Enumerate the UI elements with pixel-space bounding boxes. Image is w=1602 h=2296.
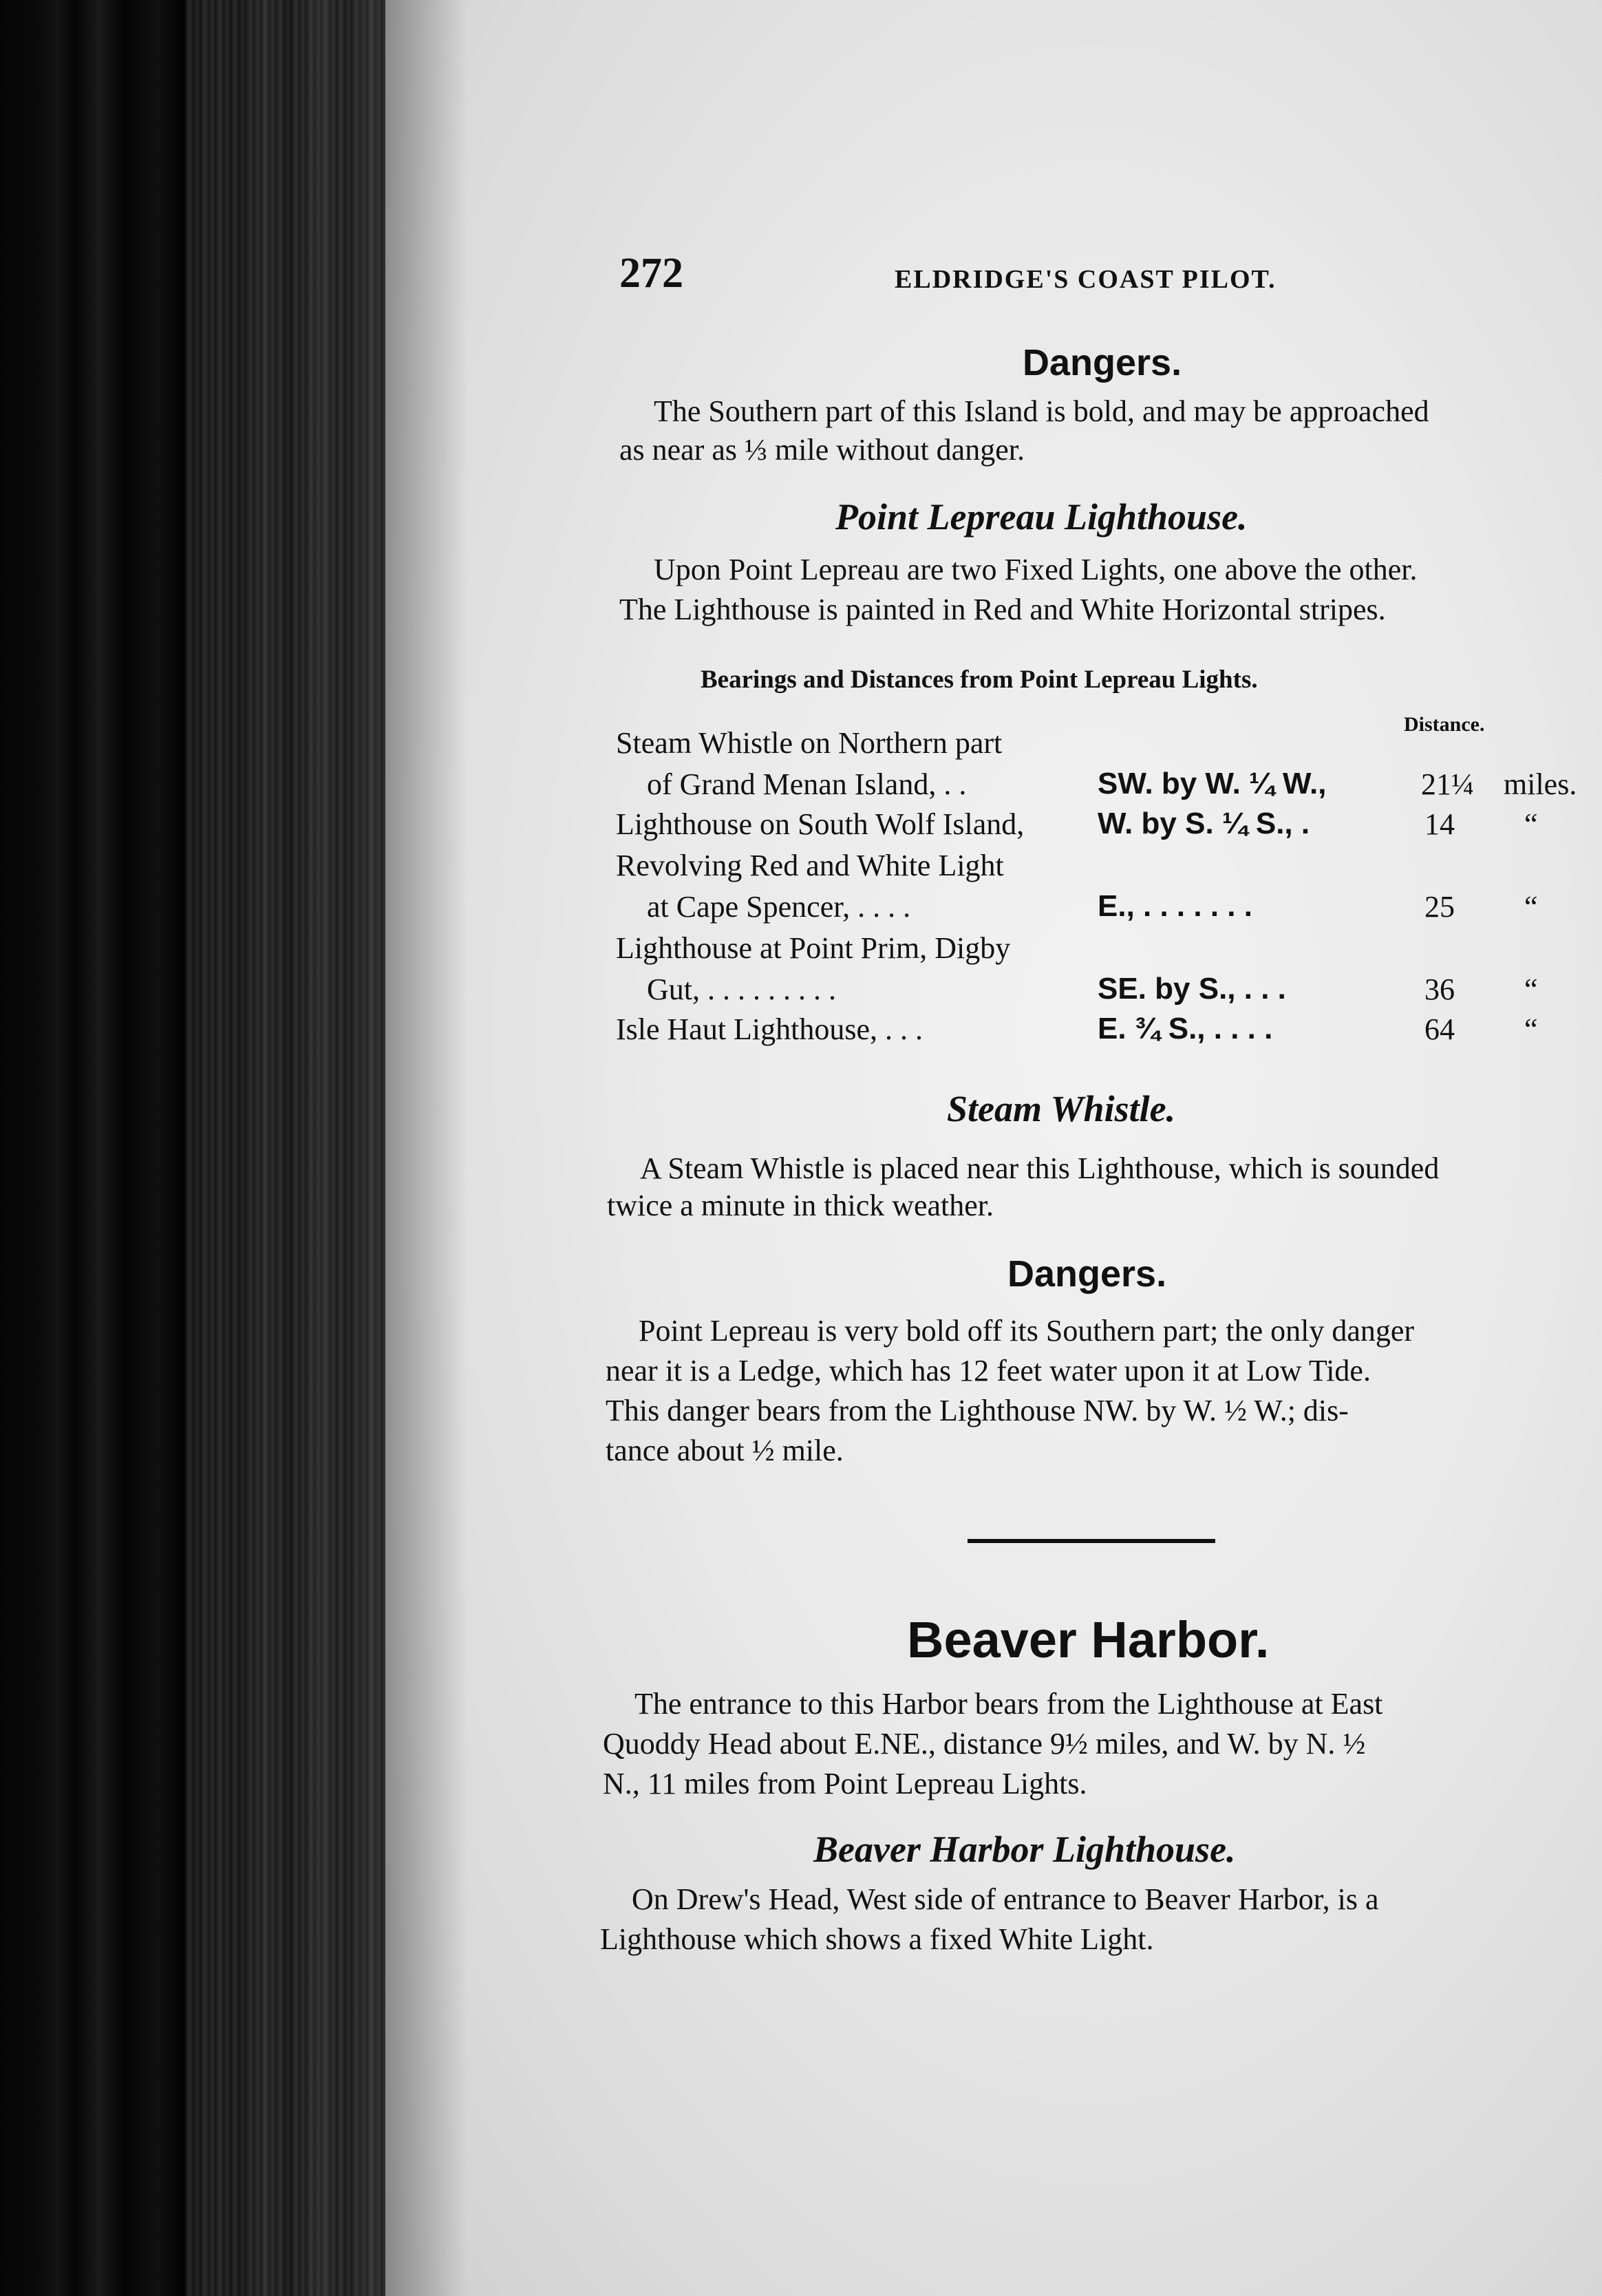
paragraph-line: Point Lepreau is very bold off its Southern part; the only danger [639,1314,1415,1348]
paragraph-line: Lighthouse which shows a fixed White Light. [600,1922,1154,1956]
bearing-cell: SE. by S., . . . [1098,972,1286,1006]
place-cell: of Grand Menan Island, . . [647,767,967,801]
paragraph-line: twice a minute in thick weather. [607,1189,994,1222]
place-cell: Revolving Red and White Light [616,849,1004,882]
paragraph-line: N., 11 miles from Point Lepreau Lights. [603,1767,1087,1800]
point-lepreau-lighthouse-heading: Point Lepreau Lighthouse. [835,496,1248,538]
place-cell: Isle Haut Lighthouse, . . . [616,1012,923,1046]
paragraph-line: The Lighthouse is painted in Red and White Horizontal stripes. [619,593,1386,626]
beaver-harbor-heading: Beaver Harbor. [907,1611,1270,1668]
table-row [616,725,1579,764]
table-row [616,931,1579,969]
beaver-harbor-lighthouse-heading: Beaver Harbor Lighthouse. [813,1829,1236,1870]
distance-cell: 36 [1424,972,1455,1006]
table-row [616,807,1579,845]
steam-whistle-heading: Steam Whistle. [947,1088,1176,1129]
place-cell: Steam Whistle on Northern part [616,726,1003,760]
unit-cell: “ [1524,1012,1538,1046]
unit-cell: “ [1524,972,1538,1006]
table-row [616,889,1579,928]
gutter-shadow [385,0,468,2296]
table-row [616,1012,1579,1050]
place-cell: Lighthouse on South Wolf Island, [616,807,1025,841]
paragraph-line: On Drew's Head, West side of entrance to Beaver Harbor, is a [632,1882,1379,1916]
paragraph-line: The Southern part of this Island is bold, and may be approached [654,394,1429,428]
table-row [616,767,1579,805]
paragraph-line: The entrance to this Harbor bears from the Lighthouse at East [634,1687,1383,1721]
paragraph-line: near it is a Ledge, which has 12 feet water upon it at Low Tide. [606,1354,1371,1388]
page-number: 272 [619,250,683,297]
distance-cell: 21¼ [1421,767,1474,801]
paragraph-line: as near as ⅓ mile without danger. [619,433,1025,467]
distance-cell: 25 [1424,890,1455,924]
bearing-cell: E. ¾ S., . . . . [1098,1012,1273,1045]
place-cell: at Cape Spencer, . . . . [647,890,911,924]
table-row [616,848,1579,886]
dangers-heading-1: Dangers. [1023,342,1182,383]
table-row [616,972,1579,1010]
distance-cell: 14 [1424,807,1455,841]
bearing-cell: W. by S. ¼ S., . [1098,807,1310,840]
place-cell: Lighthouse at Point Prim, Digby [616,931,1011,965]
unit-cell: “ [1524,807,1538,841]
unit-cell: miles. [1504,767,1577,801]
distance-cell: 64 [1424,1012,1455,1046]
bearing-cell: E., . . . . . . . [1098,889,1252,923]
paragraph-line: This danger bears from the Lighthouse NW. by W. ½ W.; dis- [606,1394,1349,1427]
distance-column-label: Distance. [1404,713,1485,736]
paragraph-line: tance about ½ mile. [606,1434,844,1467]
paragraph-line: Quoddy Head about E.NE., distance 9½ miles, and W. by N. ½ [603,1727,1366,1761]
paragraph-line: A Steam Whistle is placed near this Lighthouse, which is sounded [640,1151,1440,1185]
paragraph-line: Upon Point Lepreau are two Fixed Lights, one above the other. [654,553,1418,586]
bearings-table-heading: Bearings and Distances from Point Lepreau Lights. [701,666,1258,694]
running-head: ELDRIDGE'S COAST PILOT. [895,265,1277,294]
unit-cell: “ [1524,890,1538,924]
page-edges [186,0,413,2296]
section-divider [968,1539,1215,1543]
dangers-heading-2: Dangers. [1007,1253,1167,1295]
bearing-cell: SW. by W. ¼ W., [1098,767,1327,800]
place-cell: Gut, . . . . . . . . . [647,972,836,1006]
